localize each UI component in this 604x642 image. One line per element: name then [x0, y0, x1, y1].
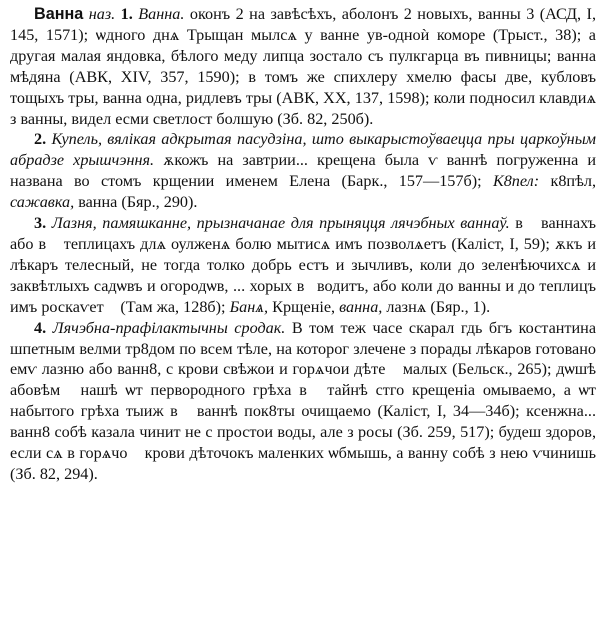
citation-text: ванна,	[339, 297, 383, 316]
citation-text: ванна (Бяр., 290).	[74, 193, 198, 212]
sense-1	[10, 4, 596, 129]
sense-number: 2.	[34, 130, 47, 149]
sense-definition: Лячэбна-прафілактычны сродак.	[52, 318, 286, 337]
sense-3	[10, 213, 596, 318]
sense-number: 4.	[34, 318, 47, 337]
sense-4	[10, 318, 596, 485]
headword: Ванна	[34, 5, 84, 23]
sense-definition: Купель, вялікая адкрытая пасудзіна, што выкарыстоўваецца пры царкоўным абрадзе хрышчэння.	[10, 130, 597, 170]
citation-text: лазнѧ (Бяр., 1).	[382, 297, 491, 316]
sense-definition: Ванна.	[138, 5, 185, 23]
citation-text: оконъ 2 на завѣсѣхъ, аболонъ 2 новыхъ, ванны 3 (АСД, I, 145, 1571); ѡдного днѧ Трыщан мылсѧ у ванне ув-одноѝ коморе (Трыст., 38); а другая малая яндовка, бѣлого меду липца зостало съ пулкгарца въ пивницы; ванна мѣдяна (АВК, XIV, 357, 1590); в томъ же спихлеру хмелю фасы две, кубловъ тощыхъ тры, ванна одна, ридлевъ тры (АВК, XX, 137, 1598); коли подносил клавдиѧ з ванны, видел есми светлост болшую (Зб. 82, 250б).	[10, 5, 596, 128]
citation-text: Банѧ,	[229, 297, 269, 316]
citation-text: к8пѣл,	[539, 172, 596, 191]
citation-text: Крщеніе,	[268, 297, 340, 316]
dictionary-entry	[10, 4, 596, 485]
citation-text: В том теж часе скарал гдь бгъ костантина шпетным велми тр8дом по всем тѣле, на которог злечене з порады лѣкаров готовано емѵ лазню або ванн8, с крови свѣжои и горѧчои дѣтеⷭ малых (Бельск., 265); дѡшѣ абовѣмⷭ нашѣ ѡт первородного грѣха вⷡ тайнѣ стго крещеніа омываемо, а ѡт набытого грѣха тыиж вⷡ ваннѣ пок8ты очищаемо (Каліст, I, 34—34б); ксенжна... ванн8 собѣ казала чинит не с простои воды, але з росы (Зб. 259, 517); будеш здоров, если сѧ в горѧчоⷭ крови дѣточокъ маленких ѡбмышь, а ванну собѣ з нею ѵчинишь (Зб. 82, 294).	[10, 318, 597, 483]
citation-text: сажавка,	[10, 193, 75, 212]
sense-number: 3.	[34, 214, 47, 233]
part-of-speech: наз.	[88, 5, 116, 23]
sense-number: 1.	[120, 5, 133, 23]
sense-2	[10, 129, 596, 213]
citation-text: ѫкожъ на завтрии... крещена была ѵ ваннѣ погруженна и названа во стомъ крщении именем Елена (Барк., 157—157б);	[10, 151, 596, 191]
sense-definition: Лазня, памяшканне, прызначанае для прыняцця лячэбных ваннаў.	[51, 214, 510, 233]
citation-text: вⷡ ваннахъ або вⷡ теплицахъ длѧ оулженѧ болю мытисѧ имъ позволѧетъ (Каліст, I, 59); ѫкъ и лѣкаръ телесный, не тогда толко добрь естъ и зычливъ, коли до зеленѣючихсѧ и заквѣтлыхъ садѡвъ и огородѡв, ... хорых вⷡводитъ, або коли до ванны и до теплицъ имъ роскаѵетⷭ (Там жа, 128б);	[10, 214, 596, 316]
citation-text: К8пел:	[492, 172, 540, 191]
